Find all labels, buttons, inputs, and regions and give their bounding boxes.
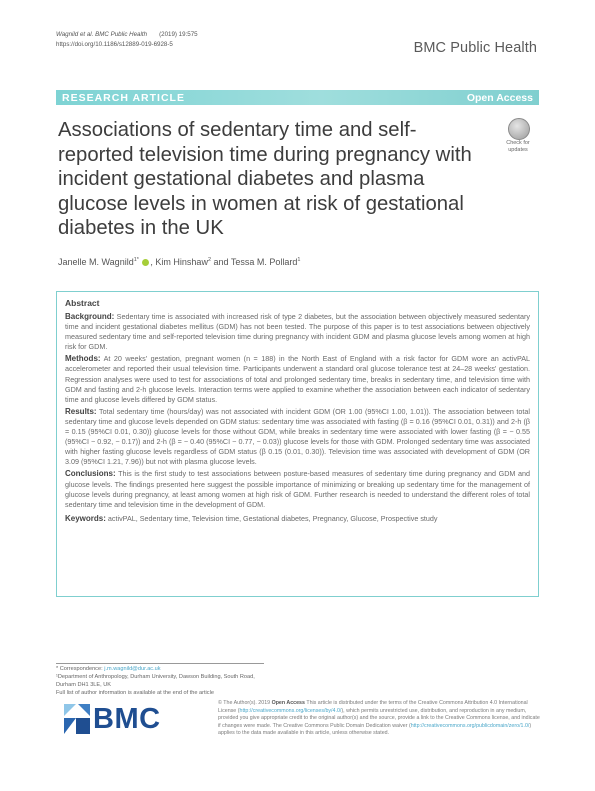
citation-volume: (2019) 19:575 <box>147 31 198 38</box>
bmc-logo-text: BMC <box>93 703 161 735</box>
correspondence-label: * Correspondence: <box>56 666 105 672</box>
doi-link[interactable]: https://doi.org/10.1186/s12889-019-6928-5 <box>56 41 173 48</box>
author-affil-sup: 1 <box>297 257 301 263</box>
abstract-conclusions <box>65 469 530 509</box>
abstract-background <box>65 312 530 352</box>
license-text: © The Author(s). 2019 <box>218 700 272 706</box>
cc-by-link[interactable]: http://creativecommons.org/licenses/by/4.0/ <box>239 707 342 714</box>
section-text: Sedentary time is associated with increased risk of type 2 diabetes, but the association between objectively measured sedentary time and incident gestational diabetes mellitus (GDM) has not been tested. The purpose of this paper is to test associations between objectively measured sedentary time and self-reported television time during pregnancy with incident GDM and plasma glucose levels among women at high risk for GDM. <box>65 312 531 352</box>
section-text: This is the first study to test associations between posture-based measures of sedentary time during pregnancy and GDM and glucose levels. The findings presented here suggest the possible importance of minimizing or breaking up sedentary time for the management of glucose levels during pregnancy, at least among women at high risk of GDM. Further research is needed to understand the different roles of total sedentary time and television time in the development of GDM. <box>65 469 530 509</box>
section-text: activPAL, Sedentary time, Television time, Gestational diabetes, Pregnancy, Glucose, Prospective study <box>107 513 438 523</box>
author-info-note: Full list of author information is available at the end of the article <box>56 690 214 697</box>
section-label: Results: <box>65 406 97 416</box>
badge-line2: updates <box>508 146 528 153</box>
abstract-methods <box>65 354 530 404</box>
footnote-divider <box>56 663 264 664</box>
license-statement <box>218 700 540 738</box>
citation-journal: Wagnild et al. BMC Public Health <box>56 31 148 38</box>
abstract-keywords <box>65 514 530 524</box>
orcid-icon[interactable] <box>142 259 149 266</box>
footnotes <box>56 665 276 697</box>
badge-line1: Check for <box>506 140 530 146</box>
check-for-updates-badge[interactable] <box>497 116 539 158</box>
correspondence-email[interactable]: j.m.wagnild@dur.ac.uk <box>104 666 161 672</box>
author-affil-sup: 1* <box>133 257 139 263</box>
running-header <box>56 30 198 50</box>
section-label: Methods: <box>65 354 101 364</box>
section-text: Total sedentary time (hours/day) was not associated with incident GDM (OR 1.00 (95%CI 1.00, 1.01)). The association between total sedentary time and glucose levels depended on GDM status: sedentary time was associated with fasting (β = 0.16 (95%CI 0.01, 0.31)) and 2-h (β = 0.15 (95%CI 0.01, 0.30)) glucose levels for those without GDM, while breaks in sedentary time were associated with lower fasting (β = − 0.55 (95%CI − 0.92, − 0.17)) and 2-h (β = − 0.40 (95%CI − 0.77, − 0.03)) glucose levels for those with GDM. Prolonged sedentary time was associated with higher fasting glucose levels regardless of GDM status (β 0.15 (0.01, 0.30)). Television time was associated with development of GDM (OR 3.09 (95%CI 1.21, 7.96)) but not with plasma glucose levels. <box>65 406 530 467</box>
article-title: Associations of sedentary time and self-reported television time during pregnancy with incident gestational diabetes and plasma glucose levels in women at risk of gestational diabetes in the UK <box>58 119 472 239</box>
license-open-access: Open Access <box>271 700 305 706</box>
license-text: ) applies to the data made available in this article, unless otherwise stated. <box>218 722 532 736</box>
section-text: At 20 weeks' gestation, pregnant women (n = 188) in the North East of England with a risk factor for GDM wore an activPAL accelerometer and reported their usual television time. Participants underwent a standard oral glucose tolerance test at 24–28 weeks' gestation. Regression analyses were used to test for associations of total and prolonged sedentary time, breaks in sedentary time, and television time with GDM and fasting and 2-h glucose levels. Interaction terms were applied to examine whether the association between each indicator of sedentary time and glucose levels differed by GDM status. <box>65 354 530 404</box>
open-access-label: Open Access <box>466 92 533 104</box>
check-for-updates-icon <box>508 118 530 140</box>
bmc-logo <box>62 702 182 736</box>
author-affil-sup: 2 <box>207 257 211 263</box>
journal-name: BMC Public Health <box>413 40 537 56</box>
section-label: Conclusions: <box>65 469 116 479</box>
cc-zero-link[interactable]: http://creativecommons.org/publicdomain/zero/1.0/ <box>410 722 530 729</box>
affiliation: ¹Department of Anthropology, Durham University, Dawson Building, South Road, Durham DH1 3LE, UK <box>56 674 255 689</box>
section-label: Keywords: <box>65 513 106 523</box>
abstract-results <box>65 407 530 468</box>
bmc-logo-icon <box>62 702 92 736</box>
abstract-box <box>56 291 539 597</box>
author-name[interactable]: Janelle M. Wagnild <box>58 257 134 267</box>
section-label: Background: <box>65 312 115 321</box>
article-type-banner <box>56 90 539 105</box>
license-text: ), which permits unrestricted use, distribution, and reproduction in any medium, provided you give appropriate credit to the original author(s) and the source, provide a link to the Creative Commons license, and indicate if changes were made. The Creative Commons Public Domain Dedication waiver ( <box>218 707 540 729</box>
author-name[interactable]: , Kim Hinshaw <box>150 257 208 267</box>
article-type-label: RESEARCH ARTICLE <box>62 92 185 104</box>
license-text: This article is distributed under the terms of the Creative Commons Attribution 4.0 International License ( <box>218 700 528 714</box>
abstract-heading: Abstract <box>65 298 100 308</box>
author-name[interactable]: and Tessa M. Pollard <box>211 257 298 267</box>
author-list <box>58 257 300 267</box>
